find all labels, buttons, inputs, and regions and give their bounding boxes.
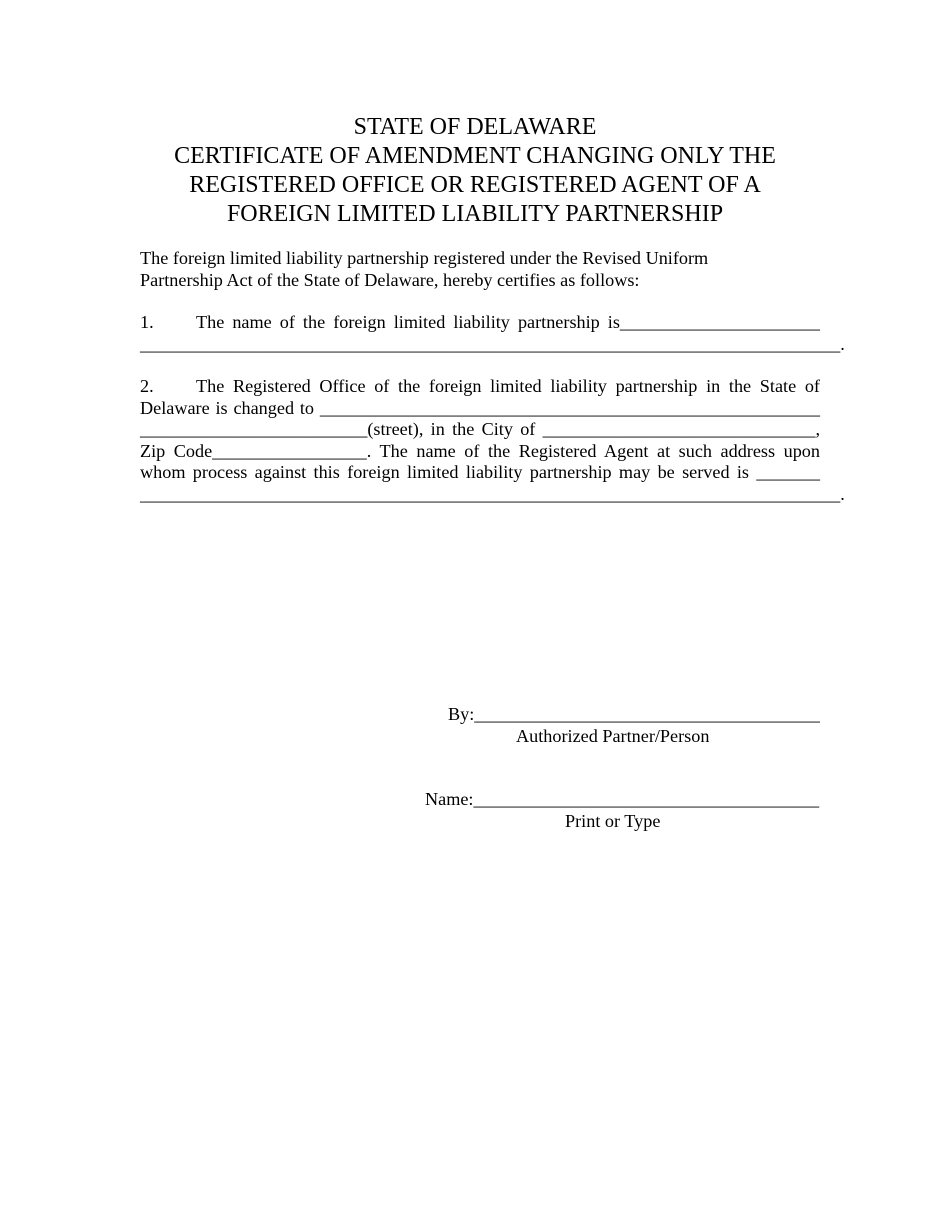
signature-name-line: Name:______________________________________ — [425, 789, 820, 809]
title-line-certificate: CERTIFICATE OF AMENDMENT CHANGING ONLY THE — [174, 143, 776, 169]
item-2-line-5: whom process against this foreign limited liability partnership may be served is _______ — [140, 462, 820, 482]
title-line-state: STATE OF DELAWARE — [353, 114, 597, 140]
item-2-number: 2. — [140, 376, 154, 396]
intro-paragraph — [140, 248, 820, 291]
item-2-registered-office — [140, 376, 845, 505]
item-1-number: 1. — [140, 312, 154, 332]
intro-line-2: Partnership Act of the State of Delaware, hereby certifies as follows: — [140, 269, 640, 290]
item-2-line-3: _________________________(street), in the City of ______________________________, — [140, 419, 820, 439]
item-2-line-4: Zip Code_________________. The name of the Registered Agent at such address upon — [140, 440, 820, 461]
item-1-line-1 — [140, 312, 820, 334]
signature-by-line: By:______________________________________ — [448, 704, 820, 724]
item-1-partnership-name — [140, 312, 845, 355]
item-1-text: The name of the foreign limited liability partnership is______________________ — [196, 312, 820, 332]
title-line-partnership: FOREIGN LIMITED LIABILITY PARTNERSHIP — [226, 201, 724, 227]
item-2-text: The Registered Office of the foreign limited liability partnership in the State of — [196, 376, 820, 396]
item-1-line-2: _____________________________________________________________________________. — [140, 333, 845, 354]
title-line-registered: REGISTERED OFFICE OR REGISTERED AGENT OF A — [189, 172, 761, 198]
signature-by-caption: Authorized Partner/Person — [516, 726, 710, 746]
item-2-line-1 — [140, 376, 820, 398]
signature-name-caption: Print or Type — [565, 811, 661, 831]
intro-line-1: The foreign limited liability partnership registered under the Revised Uniform — [140, 248, 709, 268]
item-2-line-6: _____________________________________________________________________________. — [140, 483, 845, 504]
document-title — [0, 113, 950, 229]
item-2-line-2: Delaware is changed to _______________________________________________________ — [140, 397, 820, 418]
